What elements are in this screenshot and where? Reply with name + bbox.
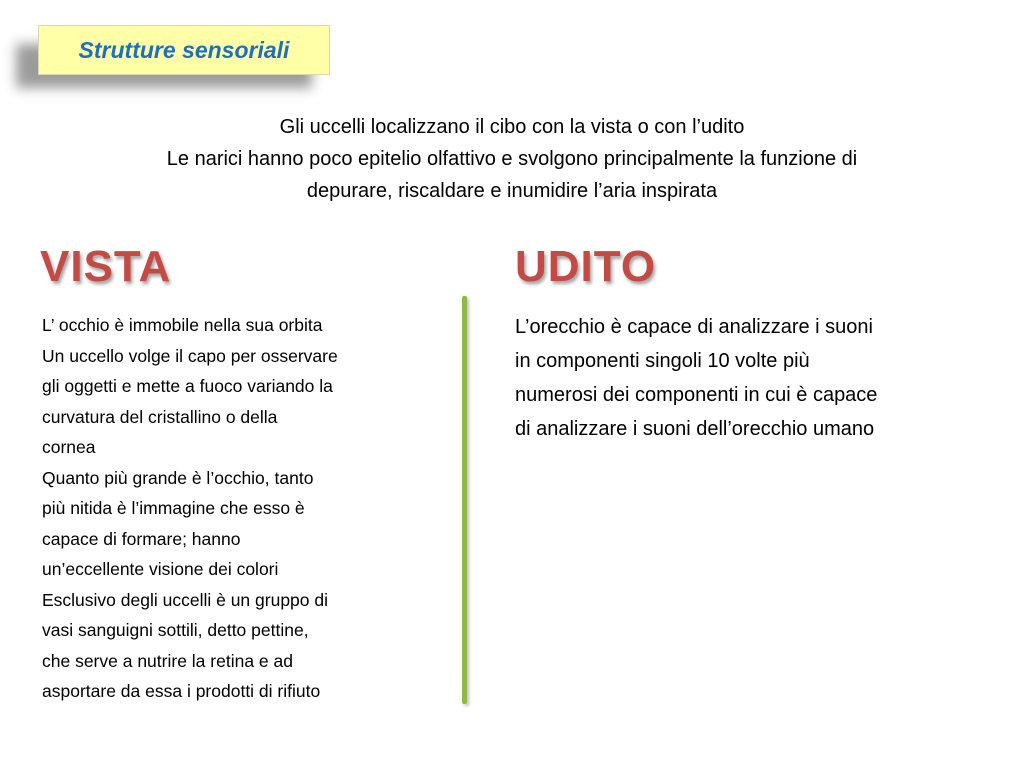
vista-line: che serve a nutrire la retina e ad	[42, 650, 293, 671]
column-divider	[462, 296, 467, 704]
vista-line: capace di formare; hanno	[42, 528, 241, 549]
udito-text	[515, 310, 995, 446]
title-box	[38, 25, 330, 75]
vista-line: vasi sanguigni sottili, detto pettine,	[42, 620, 309, 640]
udito-line: di analizzare i suoni dell’orecchio umano	[515, 418, 875, 440]
vista-line: asportare da essa i prodotti di rifiuto	[42, 681, 321, 701]
udito-heading: UDITO	[515, 242, 657, 291]
vista-heading: VISTA	[40, 242, 172, 291]
vista-line: Quanto più grande è l’occhio, tanto	[42, 467, 314, 488]
vista-line: Un uccello volge il capo per osservare	[42, 345, 338, 366]
vista-line: più nitida è l’immagine che esso è	[42, 498, 305, 518]
vista-line: gli oggetti e mette a fuoco variando la	[42, 376, 333, 396]
intro-line: depurare, riscaldare e inumidire l’aria inspirata	[306, 180, 718, 202]
udito-line: numerosi dei componenti in cui è capace	[515, 384, 878, 406]
udito-line: in componenti singoli 10 volte più	[515, 350, 810, 372]
vista-line: Esclusivo degli uccelli è un gruppo di	[42, 589, 328, 610]
vista-text	[42, 310, 442, 707]
intro-text	[20, 111, 1004, 207]
intro-line: Le narici hanno poco epitelio olfattivo e svolgono principalmente la funzione di	[166, 148, 858, 170]
udito-line: L’orecchio è capace di analizzare i suoni	[515, 316, 873, 338]
vista-line: curvatura del cristallino o della	[42, 406, 278, 427]
vista-line: cornea	[42, 437, 96, 457]
vista-line: un’eccellente visione dei colori	[42, 559, 279, 579]
intro-line: Gli uccelli localizzano il cibo con la vista o con l’udito	[279, 116, 745, 138]
vista-line: L’ occhio è immobile nella sua orbita	[42, 315, 323, 335]
slide-title: Strutture sensoriali	[78, 36, 290, 63]
